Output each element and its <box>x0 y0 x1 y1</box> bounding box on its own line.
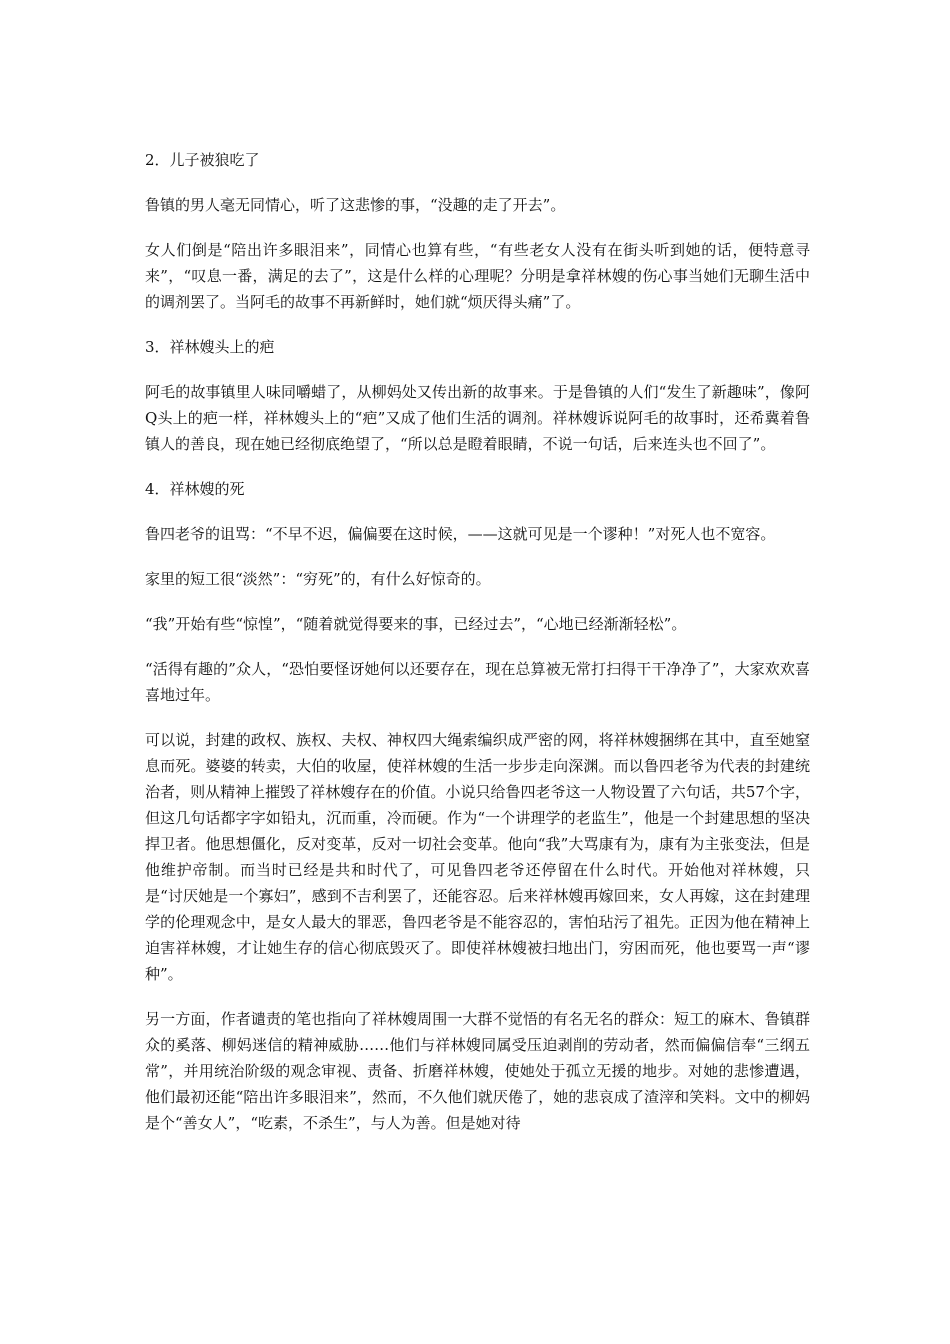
section-heading-4: 4．祥林嫂的死 <box>145 480 245 498</box>
paragraph: 鲁四老爷的诅骂：“不早不迟，偏偏要在这时候，——这就可见是一个谬种！”对死人也不宽容。 <box>145 525 776 543</box>
paragraph: 阿毛的故事镇里人味同嚼蜡了，从柳妈处又传出新的故事来。于是鲁镇的人们“发生了新趣味”，像阿Q头上的疤一样，祥林嫂头上的“疤”又成了他们生活的调剂。祥林嫂诉说阿毛的故事时，还希冀着鲁镇人的善良，现在她已经彻底绝望了，“所以总是瞪着眼睛，不说一句话，后来连头也不回了”。 <box>145 383 810 453</box>
paragraph: 另一方面，作者谴责的笔也指向了祥林嫂周围一大群不觉悟的有名无名的群众：短工的麻木、鲁镇群众的奚落、柳妈迷信的精神威胁……他们与祥林嫂同属受压迫剥削的劳动者，然而偏偏信奉“三纲五常”，并用统治阶级的观念审视、责备、折磨祥林嫂，使她处于孤立无援的地步。对她的悲惨遭遇，他们最初还能“陪出许多眼泪来”，然而，不久他们就厌倦了，她的悲哀成了渣滓和笑料。文中的柳妈是个“善女人”，“吃素，不杀生”，与人为善。但是她对待 <box>145 1010 810 1132</box>
paragraph: 家里的短工很“淡然”：“穷死”的，有什么好惊奇的。 <box>145 570 491 588</box>
section-heading-3: 3．祥林嫂头上的疤 <box>145 338 275 356</box>
paragraph: 女人们倒是“陪出许多眼泪来”，同情心也算有些，“有些老女人没有在街头听到她的话，便特意寻来”，“叹息一番，满足的去了”，这是什么样的心理呢？分明是拿祥林嫂的伤心事当她们无聊生活中的调剂罢了。当阿毛的故事不再新鲜时，她们就“烦厌得头痛”了。 <box>145 241 810 311</box>
section-heading-2: 2．儿子被狼吃了 <box>145 151 260 169</box>
paragraph: 鲁镇的男人毫无同情心，听了这悲惨的事，“没趣的走了开去”。 <box>145 196 566 214</box>
document-page <box>145 147 810 1155</box>
paragraph: “我”开始有些“惊惶”，“随着就觉得要来的事，已经过去”，“心地已经渐渐轻松”。 <box>145 615 687 633</box>
paragraph: 可以说，封建的政权、族权、夫权、神权四大绳索编织成严密的网，将祥林嫂捆绑在其中，直至她窒息而死。婆婆的转卖，大伯的收屋，使祥林嫂的生活一步步走向深渊。而以鲁四老爷为代表的封建统治者，则从精神上摧毁了祥林嫂存在的价值。小说只给鲁四老爷这一人物设置了六句话，共57个字，但这几句话都字字如铅丸，沉而重，冷而硬。作为“一个讲理学的老监生”，他是一个封建思想的坚决捍卫者。他思想僵化，反对变革，反对一切社会变革。他向“我”大骂康有为，康有为主张变法，但是他维护帝制。而当时已经是共和时代了，可见鲁四老爷还停留在什么时代。开始他对祥林嫂，只是“讨厌她是一个寡妇”，感到不吉利罢了，还能容忍。后来祥林嫂再嫁回来，女人再嫁，这在封建理学的伦理观念中，是女人最大的罪恶，鲁四老爷是不能容忍的，害怕玷污了祖先。正因为他在精神上迫害祥林嫂，才让她生存的信心彻底毁灭了。即使祥林嫂被扫地出门，穷困而死，他也要骂一声“谬种”。 <box>145 731 810 983</box>
paragraph: “活得有趣的”众人，“恐怕要怪讶她何以还要存在，现在总算被无常打扫得干干净净了”，大家欢欢喜喜地过年。 <box>145 660 810 704</box>
